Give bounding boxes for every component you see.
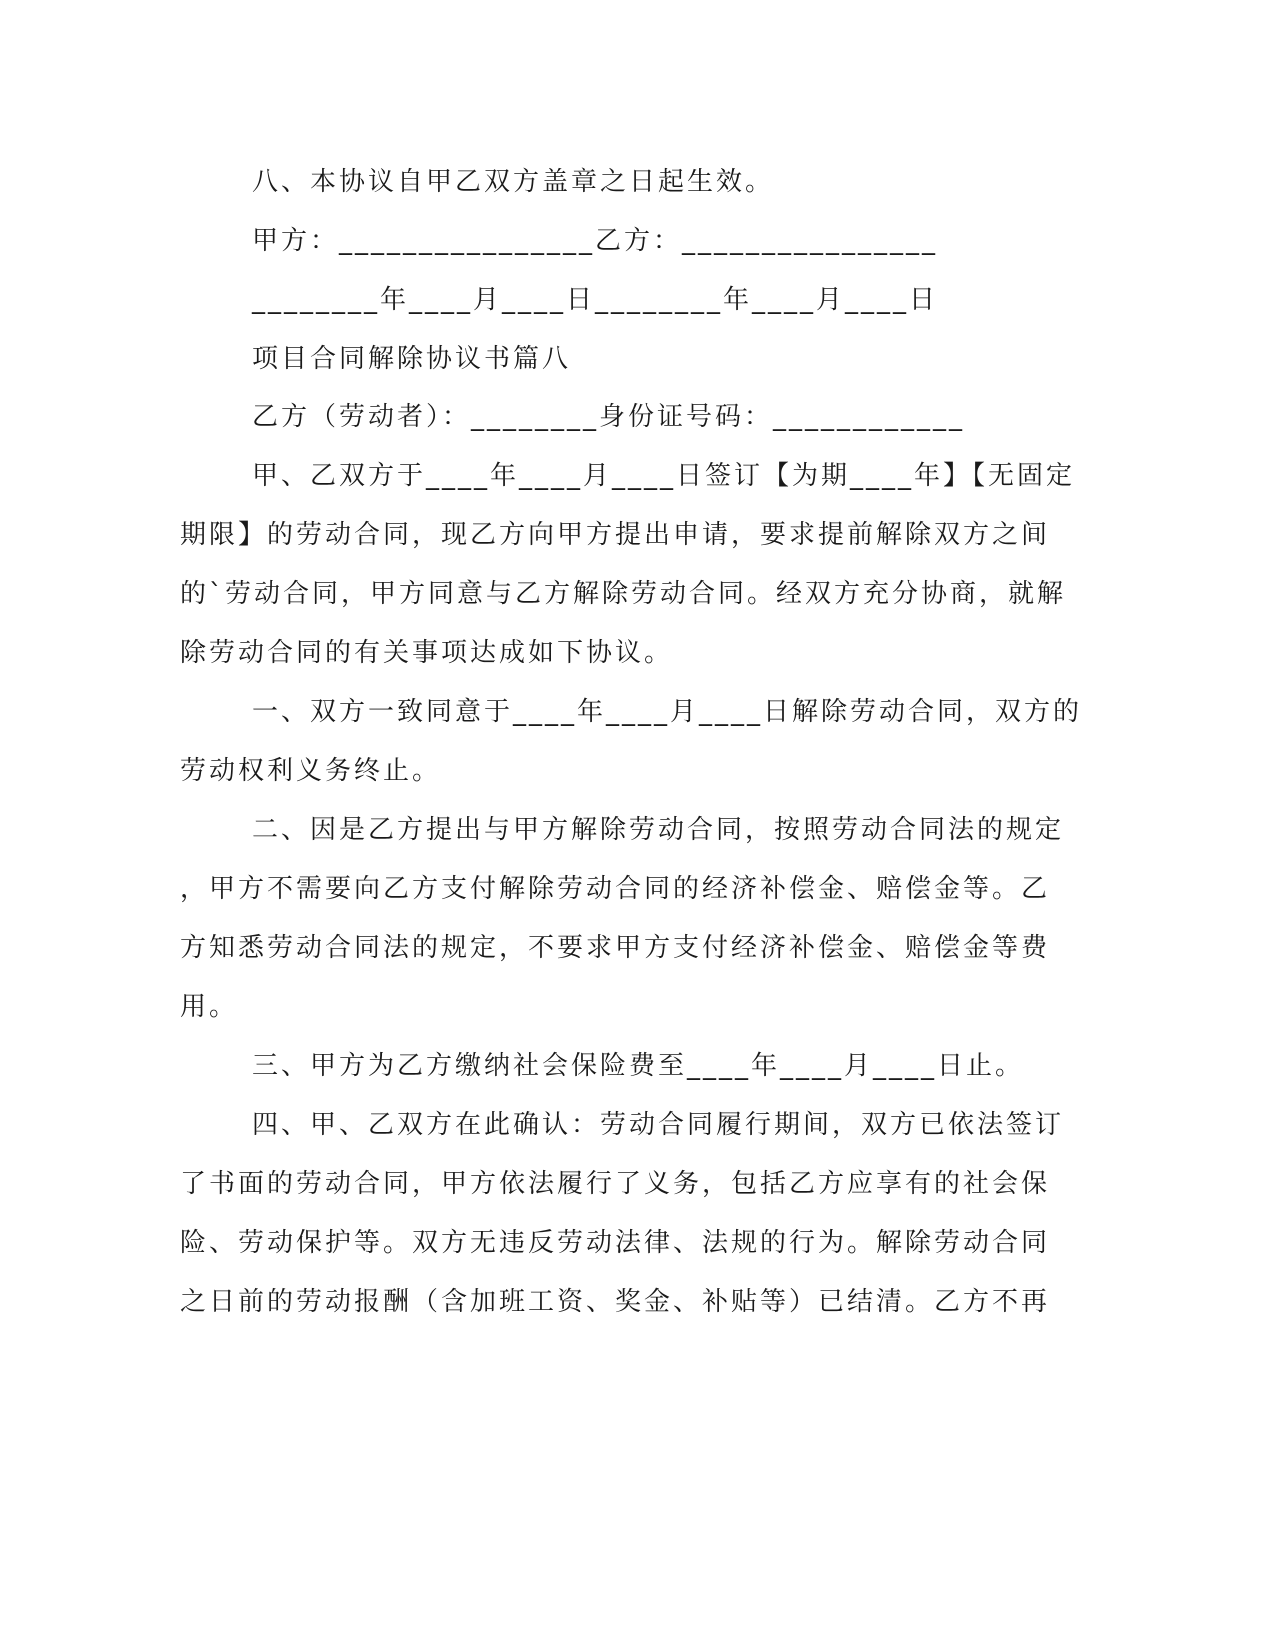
preamble-line-4: 除劳动合同的有关事项达成如下协议。 bbox=[180, 638, 674, 668]
preamble-line-1: 甲、乙双方于____年____月____日签订【为期____年】【无固定 bbox=[252, 461, 1076, 491]
clause-two-line-1: 二、因是乙方提出与甲方解除劳动合同，按照劳动合同法的规定 bbox=[252, 815, 1065, 845]
clause-three-line-1: 三、甲方为乙方缴纳社会保险费至____年____月____日止。 bbox=[252, 1051, 1025, 1081]
clause-eight-effective: 八、本协议自甲乙双方盖章之日起生效。 bbox=[252, 167, 775, 197]
signature-date-line: ________年____月____日________年____月____日 bbox=[252, 285, 939, 315]
section-heading: 项目合同解除协议书篇八 bbox=[252, 344, 572, 374]
party-b-info-line: 乙方（劳动者）：________身份证号码：____________ bbox=[252, 402, 966, 432]
preamble-line-3: 的`劳动合同，甲方同意与乙方解除劳动合同。经双方充分协商，就解 bbox=[180, 579, 1067, 609]
signature-line-parties: 甲方：________________乙方：________________ bbox=[252, 226, 939, 256]
clause-four-line-2: 了书面的劳动合同，甲方依法履行了义务，包括乙方应享有的社会保 bbox=[180, 1169, 1051, 1199]
clause-two-line-3: 方知悉劳动合同法的规定，不要求甲方支付经济补偿金、赔偿金等费 bbox=[180, 933, 1051, 963]
clause-four-line-4: 之日前的劳动报酬（含加班工资、奖金、补贴等）已结清。乙方不再 bbox=[180, 1287, 1051, 1317]
clause-four-line-1: 四、甲、乙双方在此确认：劳动合同履行期间，双方已依法签订 bbox=[252, 1110, 1065, 1140]
clause-four-line-3: 险、劳动保护等。双方无违反劳动法律、法规的行为。解除劳动合同 bbox=[180, 1228, 1051, 1258]
clause-one-line-1: 一、双方一致同意于____年____月____日解除劳动合同，双方的 bbox=[252, 697, 1083, 727]
clause-two-line-4: 用。 bbox=[180, 992, 239, 1022]
clause-one-line-2: 劳动权利义务终止。 bbox=[180, 756, 442, 786]
clause-two-line-2: ，甲方不需要向乙方支付解除劳动合同的经济补偿金、赔偿金等。乙 bbox=[180, 874, 1051, 904]
preamble-line-2: 期限】的劳动合同，现乙方向甲方提出申请，要求提前解除双方之间 bbox=[180, 520, 1051, 550]
